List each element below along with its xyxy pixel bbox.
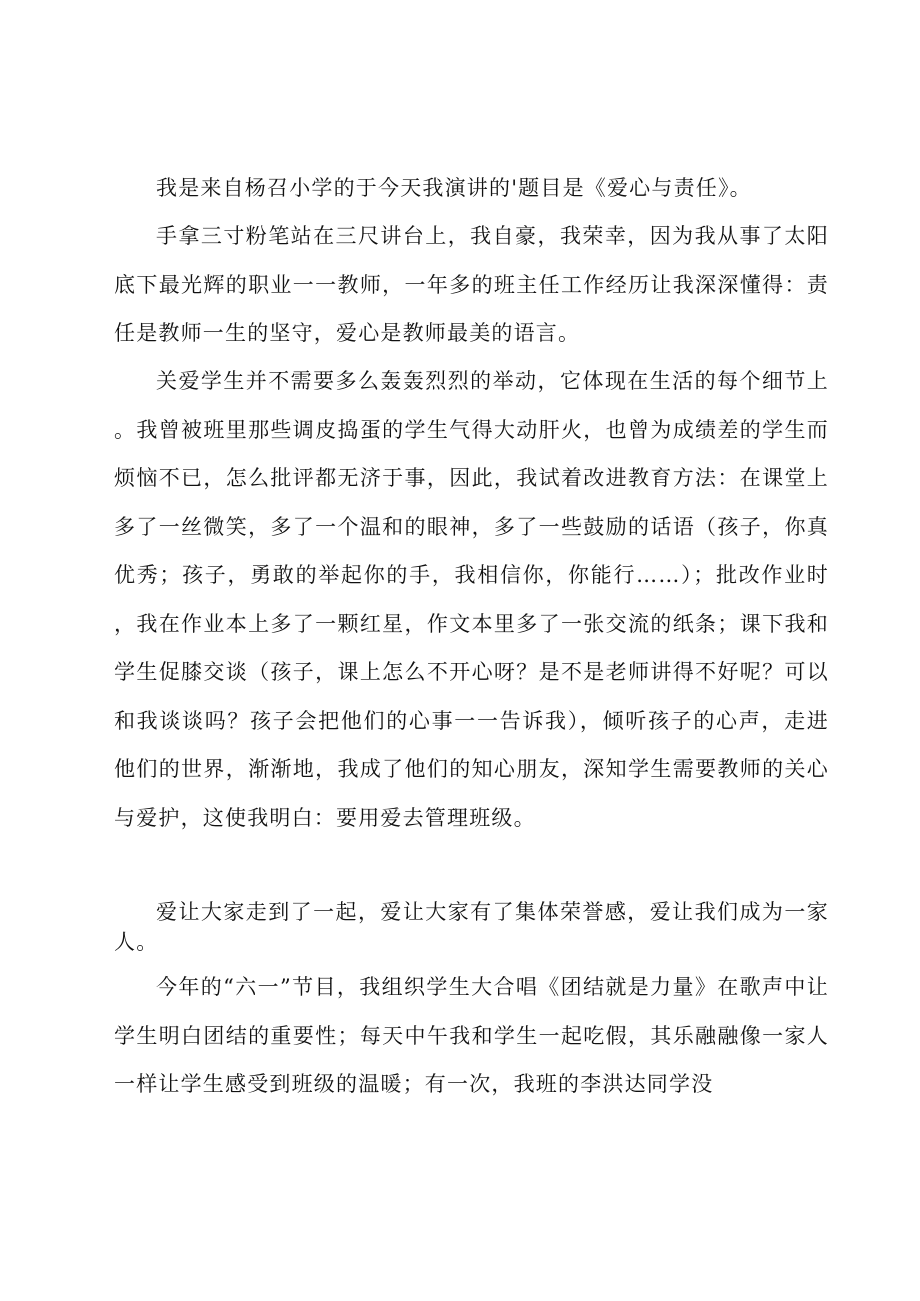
paragraph-intro: 我是来自杨召小学的于今天我演讲的'题目是《爱心与责任》。 <box>156 176 752 200</box>
paragraph-responsibility: 手拿三寸粉笔站在三尺讲台上，我自豪，我荣幸，因为我从事了太阳底下最光辉的职业一一教师，一年多的班主任工作经历让我深深懂得：责任是教师一生的坚守，爱心是教师最美的语言。 <box>114 224 829 345</box>
paragraph-children-day: 今年的“六一”节目，我组织学生大合唱《团结就是力量》在歌声中让学生明白团结的重要性；每天中午我和学生一起吃假，其乐融融像一家人一样让学生感受到班级的温暖；有一次，我班的李洪达同学没 <box>114 975 829 1096</box>
paragraph-care: 关爱学生并不需要多么轰轰烈烈的举动，它体现在生活的每个细节上。我曾被班里那些调皮捣蛋的学生气得大动肝火，也曾为成绩差的学生而烦恼不已，怎么批评都无济于事，因此，我试着改进教育方法：在课堂上多了一丝微笑，多了一个温和的眼神，多了一些鼓励的话语（孩子，你真优秀；孩子，勇敢的举起你的手，我相信你，你能行……）；批改作业时，我在作业本上多了一颗红星，作文本里多了一张交流的纸条；课下我和学生促膝交谈（孩子，课上怎么不开心呀？是不是老师讲得不好呢？可以和我谈谈吗？孩子会把他们的心事一一告诉我），倾听孩子的心声，走进他们的世界，渐渐地，我成了他们的知心朋友，深知学生需要教师的关心与爱护，这使我明白：要用爱去管理班级。 <box>114 369 829 830</box>
paragraph-family: 爱让大家走到了一起，爱让大家有了集体荣誉感，爱让我们成为一家人。 <box>114 900 829 954</box>
